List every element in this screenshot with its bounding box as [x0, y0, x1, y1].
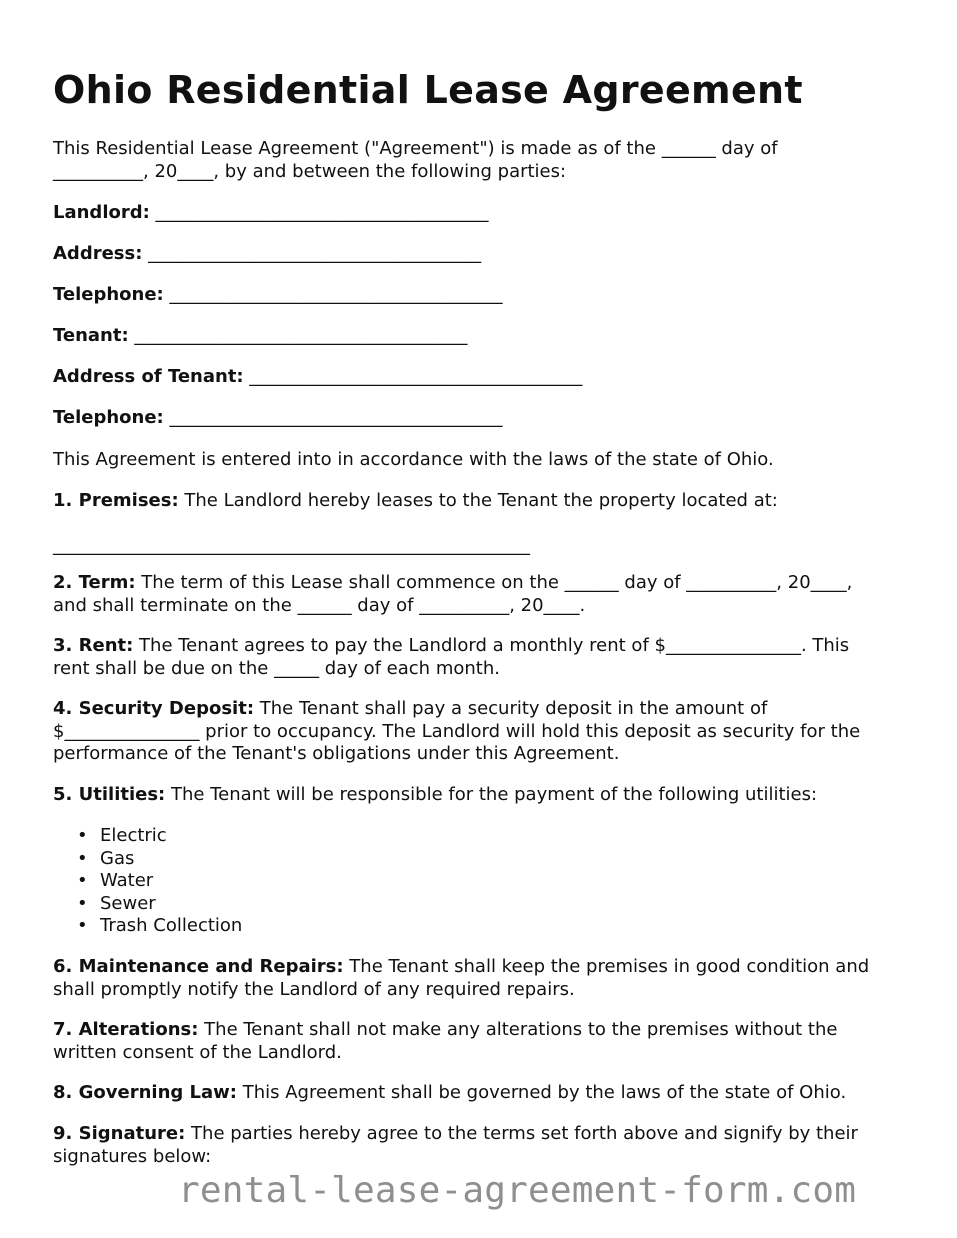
section-signature: [53, 1123, 913, 1168]
intro-paragraph: [53, 138, 913, 183]
section-premises: [53, 490, 913, 513]
bullet-icon: •: [77, 892, 88, 914]
bullet-icon: •: [77, 847, 88, 869]
section-text: signatures below:: [53, 1145, 212, 1167]
section-heading: 8. Governing Law:: [53, 1082, 237, 1103]
party-label: Landlord:: [53, 202, 150, 223]
section-text: shall promptly notify the Landlord of any required repairs.: [53, 978, 575, 1000]
section-governing-law: [53, 1082, 913, 1105]
party-tenant-telephone: [53, 407, 913, 430]
section-alterations: [53, 1019, 913, 1064]
section-heading: 4. Security Deposit:: [53, 698, 255, 719]
party-tenant: [53, 325, 913, 348]
watermark-text: rental-lease-agreement-form.com: [178, 1170, 857, 1211]
section-maintenance: [53, 956, 913, 1001]
section-text: The Tenant shall not make any alterations to the premises without the: [198, 1019, 838, 1040]
party-label: Telephone:: [53, 407, 164, 428]
party-landlord-telephone: [53, 284, 913, 307]
section-text: and shall terminate on the ______ day of __________, 20____.: [53, 594, 586, 616]
party-label: Address:: [53, 243, 143, 264]
section-heading: 1. Premises:: [53, 490, 179, 511]
party-landlord-address: [53, 243, 913, 266]
list-item: • Trash Collection: [77, 915, 243, 936]
document-title: Ohio Residential Lease Agreement: [53, 68, 803, 112]
section-heading: 9. Signature:: [53, 1123, 186, 1144]
party-label: Tenant:: [53, 325, 129, 346]
utilities-list: [53, 825, 913, 938]
party-blank: _____________________________________: [169, 284, 503, 305]
bullet-icon: •: [77, 870, 88, 891]
section-text: The term of this Lease shall commence on the ______ day of __________, 20____,: [135, 572, 853, 593]
section-text: The Tenant agrees to pay the Landlord a monthly rent of $_______________. This: [133, 635, 850, 656]
section-heading: 3. Rent:: [53, 635, 134, 656]
bullet-icon: •: [77, 825, 88, 846]
section-text: written consent of the Landlord.: [53, 1041, 342, 1063]
section-heading: 6. Maintenance and Repairs:: [53, 956, 344, 977]
party-label: Address of Tenant:: [53, 366, 244, 387]
section-text: rent shall be due on the _____ day of each month.: [53, 657, 500, 679]
section-utilities: [53, 784, 913, 807]
premises-address-blank: _____________________________________________________: [53, 535, 530, 556]
list-item: • Electric: [77, 825, 167, 846]
governing-statement: This Agreement is entered into in accordance with the laws of the state of Ohio.: [53, 449, 774, 470]
section-heading: 2. Term:: [53, 572, 136, 593]
party-landlord: [53, 202, 913, 225]
list-item: • Gas: [77, 847, 135, 869]
party-blank: _____________________________________: [148, 243, 482, 264]
section-text: The parties hereby agree to the terms set forth above and signify by their: [185, 1123, 858, 1144]
section-text: The Landlord hereby leases to the Tenant the property located at:: [178, 490, 778, 511]
section-term: [53, 572, 913, 617]
section-text: The Tenant shall keep the premises in good condition and: [343, 956, 870, 977]
section-rent: [53, 635, 913, 680]
section-heading: 5. Utilities:: [53, 784, 166, 805]
list-item: • Water: [77, 870, 154, 891]
party-tenant-address: [53, 366, 913, 389]
intro-line-2: __________, 20____, by and between the following parties:: [53, 160, 567, 182]
list-item: • Sewer: [77, 892, 156, 914]
section-text: $_______________ prior to occupancy. The Landlord will hold this deposit as security for the: [53, 720, 861, 742]
section-heading: 7. Alterations:: [53, 1019, 199, 1040]
party-blank: _____________________________________: [249, 366, 583, 387]
section-security-deposit: [53, 698, 913, 766]
party-blank: _____________________________________: [134, 325, 468, 346]
section-text: performance of the Tenant's obligations under this Agreement.: [53, 743, 620, 764]
section-text: The Tenant will be responsible for the payment of the following utilities:: [165, 784, 818, 805]
party-label: Telephone:: [53, 284, 164, 305]
party-blank: _____________________________________: [155, 202, 489, 223]
section-text: The Tenant shall pay a security deposit in the amount of: [254, 698, 768, 719]
bullet-icon: •: [77, 915, 88, 936]
intro-line-1: This Residential Lease Agreement ("Agreement") is made as of the ______ day of: [53, 138, 778, 159]
party-blank: _____________________________________: [169, 407, 503, 428]
section-text: This Agreement shall be governed by the laws of the state of Ohio.: [236, 1082, 847, 1103]
